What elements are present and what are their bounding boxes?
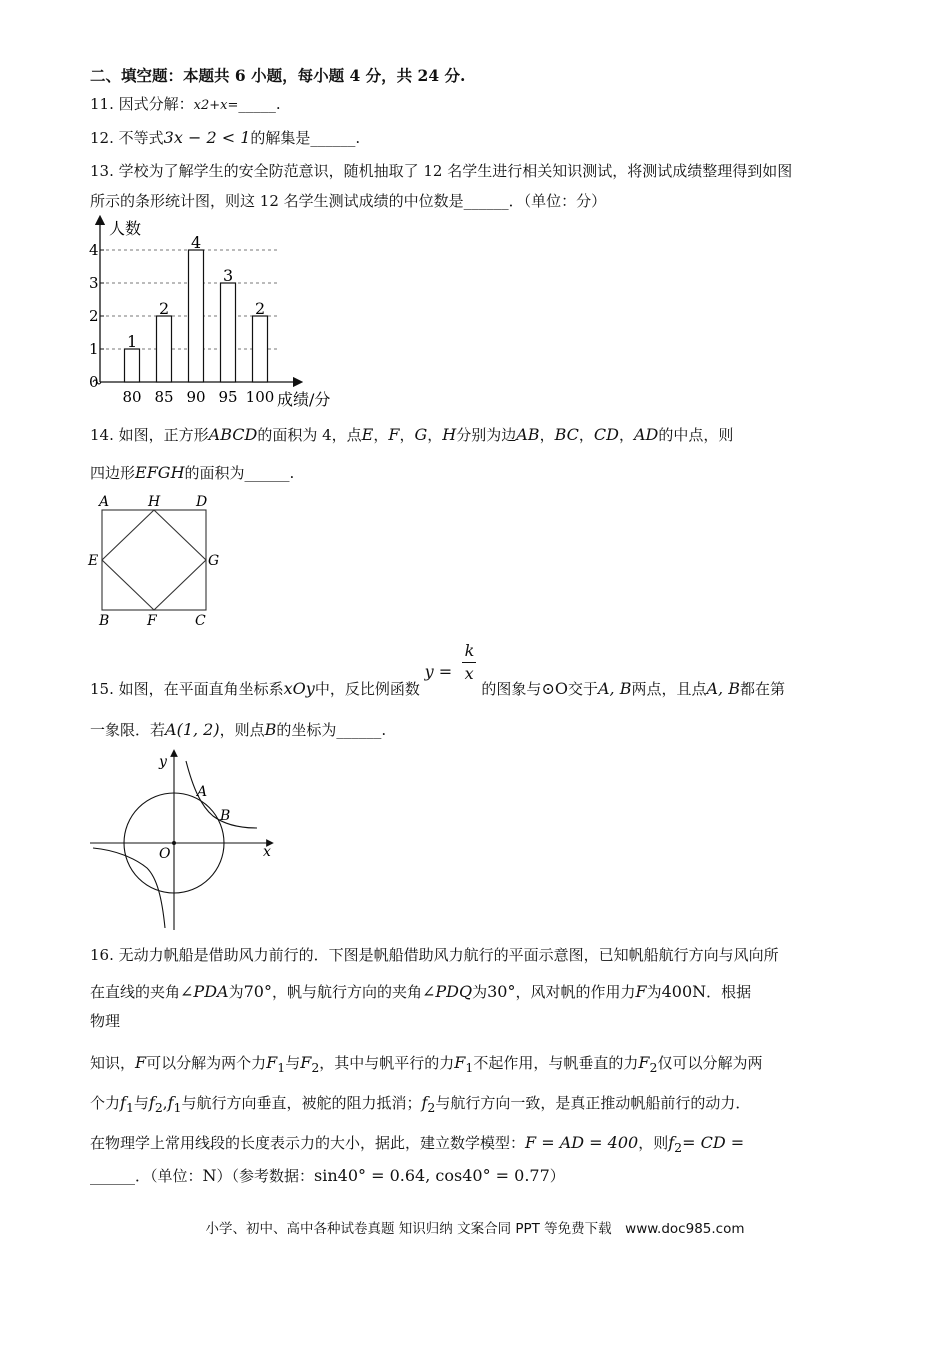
label-d: D [196, 494, 208, 510]
bar-chart [85, 212, 355, 412]
x-tick-label: 90 [186, 388, 206, 406]
q12-inequality: 3x − 2 < 1 [163, 128, 251, 147]
bar-85 [157, 316, 172, 382]
q12-blank[interactable]: ______ [310, 129, 356, 147]
y-axis-label: 人数 [109, 219, 142, 238]
question-15-line2: 一象限．若A(1, 2)，则点B的坐标为______. [90, 720, 387, 739]
question-11: 11. 因式分解：x2+x=_____. [90, 95, 281, 113]
q16-blank[interactable]: ______ [90, 1167, 135, 1185]
y-tick-label: 0 [89, 373, 99, 391]
question-16-line1: 16. 无动力帆船是借助风力前行的．下图是帆船借助风力航行的平面示意图，已知帆船航行方向与风向所 [90, 946, 779, 964]
label-a: A [197, 784, 208, 800]
label-o: O [159, 846, 171, 862]
origin-point [172, 841, 176, 845]
bar-95 [221, 283, 236, 382]
x-tick-label: 85 [154, 388, 174, 406]
bar-value-label: 2 [159, 299, 170, 318]
quadrilateral-efgh [102, 510, 206, 610]
q11-blank[interactable]: _____ [238, 95, 276, 113]
label-b: B [99, 613, 110, 629]
inverse-function: y = k x [424, 641, 475, 683]
label-h: H [148, 494, 161, 510]
y-tick-label: 4 [89, 241, 99, 259]
bar-90 [189, 250, 204, 382]
label-y: y [159, 754, 167, 770]
reference-data: sin40° = 0.64, cos40° = 0.77 [314, 1166, 550, 1185]
question-16-line6: 在物理学上常用线段的长度表示力的大小，据此，建立数学模型：F = AD = 400，则$f_2=$ CD = [90, 1133, 745, 1155]
question-14-line1: 14. 如图，正方形ABCD的面积为 4，点E，F，G，H分别为边AB，BC，CD，AD的中点，则 [90, 425, 734, 444]
label-a: A [99, 494, 110, 510]
q11-expression: x2+x= [193, 98, 239, 113]
question-16-line7: ______．（单位：N）（参考数据：sin40° = 0.64, cos40° = 0.77） [90, 1166, 565, 1185]
q13-blank[interactable]: ______ [463, 192, 509, 210]
x-tick-label: 100 [245, 388, 275, 406]
label-e: E [88, 553, 99, 569]
x-tick-label: 95 [218, 388, 238, 406]
question-16-line5: 个力$f_1$与$f_2,f_1$与航行方向垂直，被舵的阻力抵消；$f_2$与航行方向一致，是真正推动帆船前行的动力． [90, 1093, 751, 1115]
q15-blank[interactable]: ______ [336, 721, 382, 739]
question-13-line1: 13. 学校为了解学生的安全防范意识，随机抽取了 12 名学生进行相关知识测试，将测试成绩整理得到如图 [90, 162, 793, 180]
question-16-line3: 物理 [90, 1012, 121, 1030]
y-tick-label: 1 [89, 340, 99, 358]
x-axis-label: 成绩/分 [277, 390, 331, 409]
hyperbola-third-quadrant [93, 848, 165, 928]
question-12: 12. 不等式3x − 2 < 1的解集是______. [90, 128, 361, 147]
y-tick-label: 2 [89, 307, 99, 325]
bar-value-label: 4 [191, 233, 202, 252]
bar-value-label: 2 [255, 299, 266, 318]
section-header: 二、填空题：本题共 6 小题，每小题 4 分，共 24 分. [90, 66, 466, 85]
bar-80 [125, 349, 140, 382]
label-x: x [263, 844, 271, 860]
question-16-line4: 知识，F可以分解为两个力$F_1$与$F_2$，其中与帆平行的力$F_1$不起作用，与帆垂直的力$F_2$仅可以分解为两 [90, 1053, 763, 1075]
bar-value-label: 3 [223, 266, 234, 285]
section-title: 二、填空题：本题共 6 小题，每小题 4 分，共 24 分 [90, 66, 461, 85]
question-16-line2: 在直线的夹角∠PDA为70°，帆与航行方向的夹角∠PDQ为30°，风对帆的作用力F为400N．根据 [90, 982, 752, 1001]
bar-100 [253, 316, 268, 382]
square-abcd [102, 510, 206, 610]
label-b: B [220, 808, 231, 824]
square-figure [85, 490, 225, 630]
question-13-line2: 所示的条形统计图，则这 12 名学生测试成绩的中位数是______．（单位：分） [90, 192, 607, 210]
footer-text: 小学、初中、高中各种试卷真题 知识归纳 文案合同 PPT 等免费下载 www.doc985.com [205, 1221, 745, 1237]
label-f: F [147, 613, 157, 629]
question-14-line2: 四边形EFGH的面积为______. [90, 463, 295, 482]
question-15-line1: 15. 如图，在平面直角坐标系xOy中，反比例函数 y = k x 的图象与⊙O交于A, B两点，且点A, B都在第 [90, 641, 785, 698]
bar-value-label: 1 [127, 332, 138, 351]
y-tick-label: 3 [89, 274, 99, 292]
label-c: C [195, 613, 206, 629]
label-g: G [208, 553, 220, 569]
coordinate-figure [85, 748, 285, 938]
q14-blank[interactable]: ______ [244, 464, 290, 482]
x-tick-label: 80 [122, 388, 142, 406]
